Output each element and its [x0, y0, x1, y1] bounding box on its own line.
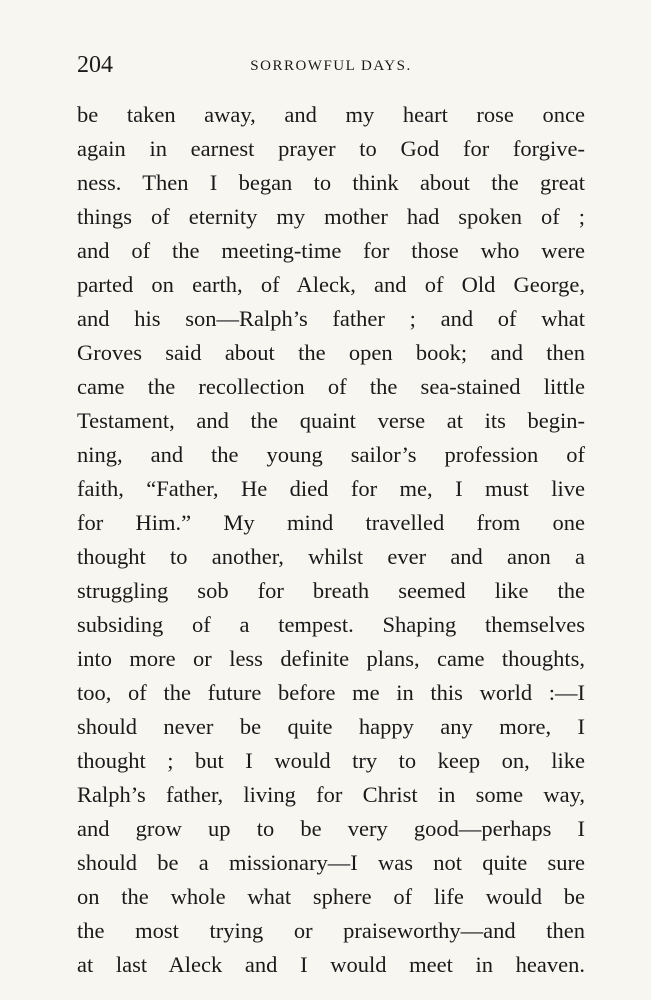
- text-line: should never be quite happy any more, I: [77, 714, 585, 739]
- text-line: ning, and the young sailor’s profession of: [77, 442, 585, 467]
- text-line: struggling sob for breath seemed like the: [77, 578, 585, 603]
- running-title: SORROWFUL DAYS.: [250, 58, 412, 74]
- text-line: Ralph’s father, living for Christ in some way,: [77, 782, 585, 807]
- text-line: the most trying or praiseworthy—and then: [77, 918, 585, 943]
- text-line: thought ; but I would try to keep on, like: [77, 748, 585, 773]
- text-line: and grow up to be very good—perhaps I: [77, 816, 585, 841]
- text-line: Testament, and the quaint verse at its begin-: [77, 408, 585, 433]
- body-text: [77, 98, 585, 982]
- text-line: be taken away, and my heart rose once: [77, 102, 585, 127]
- page-header: [77, 50, 585, 80]
- text-line: at last Aleck and I would meet in heaven.: [77, 952, 585, 977]
- text-line: parted on earth, of Aleck, and of Old George,: [77, 272, 585, 297]
- text-line: ness. Then I began to think about the great: [77, 170, 585, 195]
- page-number: 204: [77, 52, 113, 78]
- text-line: should be a missionary—I was not quite sure: [77, 850, 585, 875]
- text-line: too, of the future before me in this world :—I: [77, 680, 585, 705]
- text-line: subsiding of a tempest. Shaping themselves: [77, 612, 585, 637]
- text-line: thought to another, whilst ever and anon a: [77, 544, 585, 569]
- text-line: and of the meeting-time for those who were: [77, 238, 585, 263]
- text-line: came the recollection of the sea-stained little: [77, 374, 585, 399]
- text-line: faith, “Father, He died for me, I must live: [77, 476, 585, 501]
- text-line: things of eternity my mother had spoken of ;: [77, 204, 585, 229]
- text-line: Groves said about the open book; and then: [77, 340, 585, 365]
- text-line: into more or less definite plans, came thoughts,: [77, 646, 585, 671]
- text-line: for Him.” My mind travelled from one: [77, 510, 585, 535]
- text-line: on the whole what sphere of life would be: [77, 884, 585, 909]
- text-line: again in earnest prayer to God for forgive-: [77, 136, 585, 161]
- text-line: and his son—Ralph’s father ; and of what: [77, 306, 585, 331]
